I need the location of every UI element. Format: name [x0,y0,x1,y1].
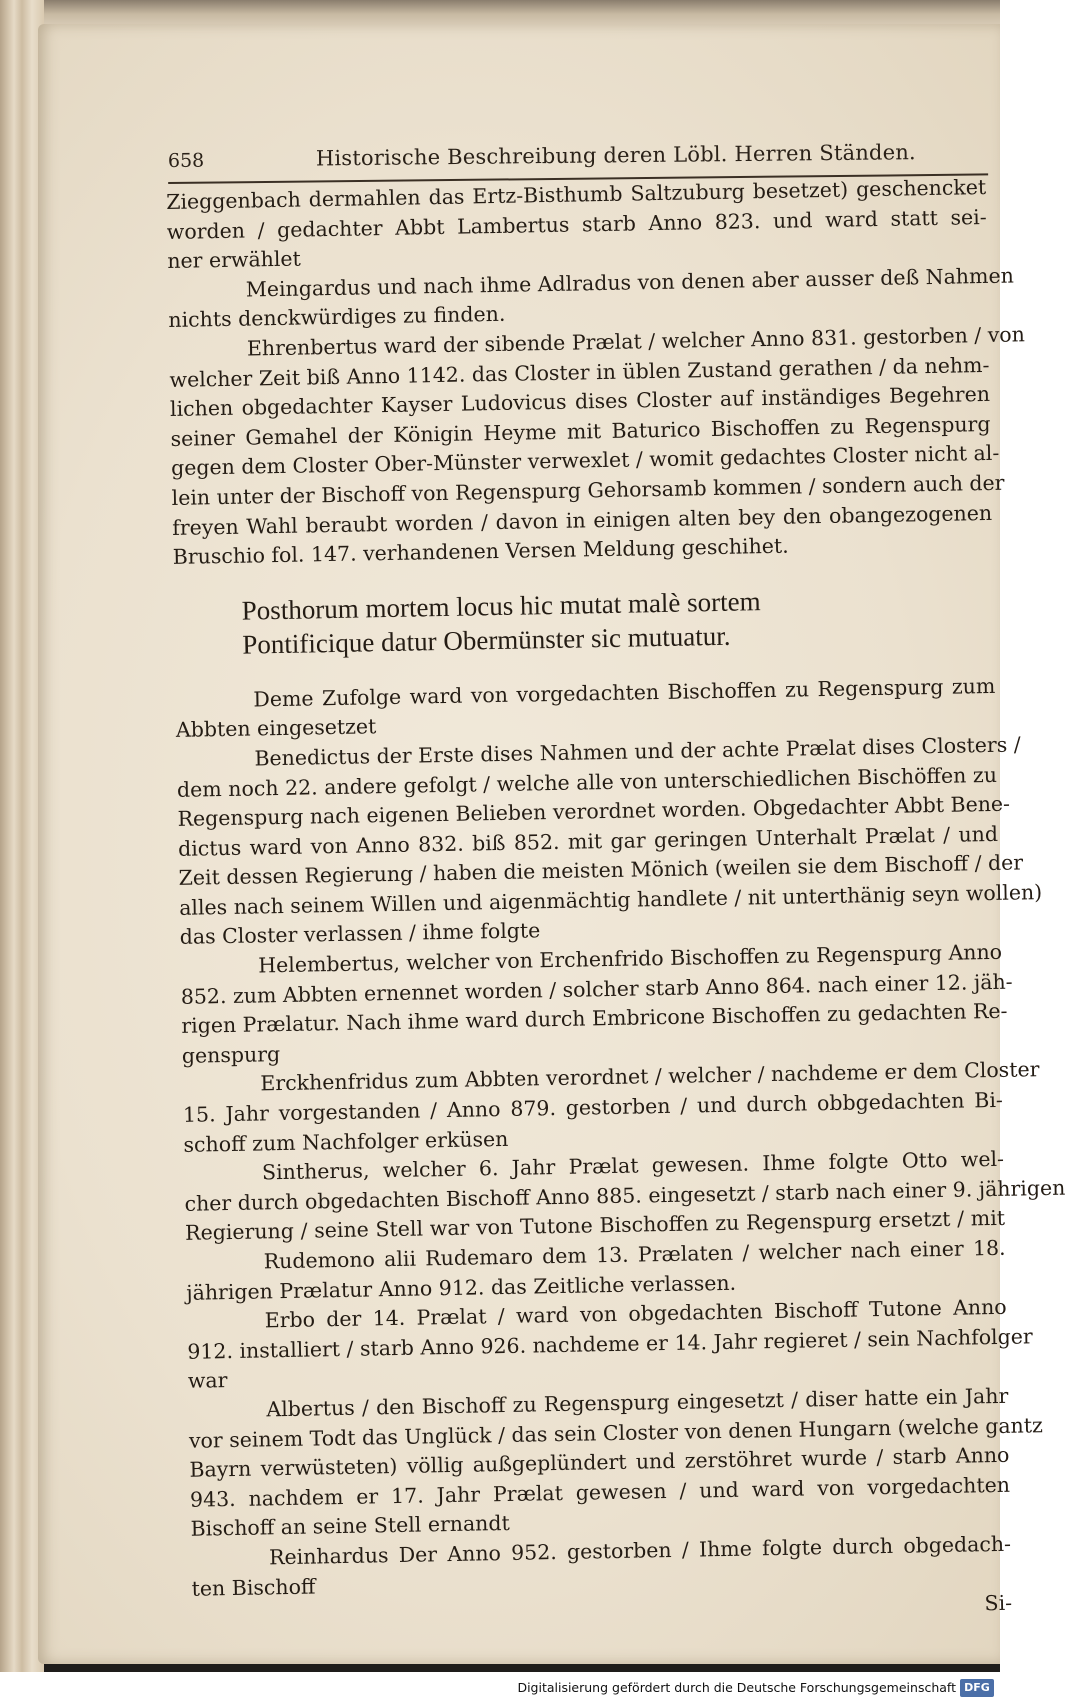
text-line: vor seinem Todt das Unglück / das sein Closter von denen Hungarn (welche gantz [188,1412,1044,1453]
text-line: Zeit dessen Regierung / haben die meisten Mönich (weilen sie dem Bischoff / der [178,850,1024,891]
body-text [166,173,1066,1634]
text-line: Meingardus und nach ihme Adlradus von denen aber ausser deß Nahmen [245,263,1014,302]
text-line: freyen Wahl beraubt worden / davon in einigen alten bey den obangezogenen [172,500,993,540]
text-line: Reinhardus Der Anno 952. gestorben / Ihme folgte durch obgedach- [268,1531,1012,1570]
text-line: Bischoff an seine Stell ernandt [190,1511,510,1542]
text-line: jährigen Prælatur Anno 912. das Zeitliche verlassen. [186,1270,737,1305]
page-number: 658 [167,149,205,172]
text-line: Abbten eingesetzet [175,714,377,743]
paragraph [166,173,987,277]
dfg-logo: DFG [960,1679,994,1697]
paragraph [180,938,1013,1071]
text-line: war [187,1368,228,1394]
catchword: Si- [984,1590,1013,1616]
text-line: 943. nachdem er 17. Jahr Prælat gewesen / und ward von vorgedachten [189,1472,1011,1512]
paragraph [176,731,1043,953]
text-line: lein unter der Bischoff von Regenspurg Gehorsamb kommen / sondern auch der [171,470,1005,510]
text-line: Albertus / den Bischoff zu Regenspurg eingesetzt / diser hatte ein Jahr [266,1383,1009,1422]
paragraph [169,321,1026,573]
funding-credit: Digitalisierung gefördert durch die Deutsche Forschungsgemeinschaft [517,1680,956,1695]
text-line: seiner Gemahel der Königin Heyme mit Baturico Bischoffen zu Regenspurg [170,411,991,451]
text-line: Erbo der 14. Prælat / ward von obgedachten Bischoff Tutone Anno [264,1294,1007,1333]
paragraph [182,1056,1040,1160]
paragraph [188,1382,1044,1545]
text-line: nichts denckwürdiges zu finden. [168,302,506,333]
text-line: lichen obgedachter Kayser Ludovicus dises Closter auf inständiges Begehren [169,382,991,422]
text-line: Regenspurg nach eigenen Belieben verordnet worden. Obgedachter Abbt Bene- [177,791,1011,831]
text-line: welcher Zeit biß Anno 1142. das Closter in üblen Zustand gerathen / da nehm- [169,352,990,392]
text-line: genspurg [181,1041,281,1068]
text-line: cher durch obgedachten Bischoff Anno 885. eingesetzt / starb nach einer 9. jährigen [184,1175,1066,1216]
text-line: Deme Zufolge ward von vorgedachten Bischoffen zu Regenspurg zum [253,673,996,712]
verse-line: Pontificique datur Obermünster sic mutuatur. [242,620,731,660]
text-line: 15. Jahr vorgestanden / Anno 879. gestorben / und durch obbgedachten Bi- [182,1087,1004,1127]
text-line: rigen Prælatur. Nach ihme ward durch Embricone Bischoffen zu gedachten Re- [181,998,1008,1039]
paragraph [184,1145,1066,1249]
verse-line: Posthorum mortem locus hic mutat malè sortem [241,585,761,626]
text-line: dictus ward von Anno 832. biß 852. mit gar geringen Unterhalt Prælat / und [177,821,999,861]
digitization-footer [0,1672,1000,1705]
text-line: ten Bischoff [191,1574,316,1601]
text-line: 912. installiert / starb Anno 926. nachdeme er 14. Jahr regieret / sein Nachfolger [187,1324,1033,1364]
text-line: Bruschio fol. 147. verhandenen Versen Meldung geschihet. [172,533,789,570]
text-line: Zieggenbach dermahlen das Ertz-Bisthumb Saltzuburg besetzet) geschencket [166,174,987,214]
running-title: Historische Beschreibung deren Löbl. Herren Ständen. [315,140,916,171]
text-line: worden / gedachter Abbt Lambertus starb Anno 823. und ward statt sei- [166,204,987,244]
text-line: 852. zum Abbten ernennet worden / solcher starb Anno 864. nach einer 12. jäh- [180,969,1013,1009]
text-line: Sintherus, welcher 6. Jahr Prælat gewesen. Ihme folgte Otto wel- [261,1147,1005,1185]
text-line: schoff zum Nachfolger erküsen [183,1126,509,1157]
text-line: das Closter verlassen / ihme folgte [179,918,541,950]
text-line: Benedictus der Erste dises Nahmen und der achte Prælat dises Closters / [254,732,1021,771]
text-line: Helembertus, welcher von Erchenfrido Bischoffen zu Regenspurg Anno [258,939,1003,978]
text-line: Ehrenbertus ward der sibende Prælat / welcher Anno 831. gestorben / von [246,322,1026,361]
text-line: Regierung / seine Stell war von Tutone Bischoffen zu Regenspurg ersetzt / mit [184,1206,1006,1246]
text-line: alles nach seinem Willen und aigenmächtig handlete / nit unterthänig seyn wollen) [178,879,1043,920]
text-line: Rudemono alii Rudemaro dem 13. Prælaten / welcher nach einer 18. [263,1235,1006,1274]
text-line: Bayrn verwüsteten) völlig außgeplündert und zerstöhret wurde / starb Anno [189,1442,1010,1482]
text-line: ner erwählet [167,246,302,274]
text-line: dem noch 22. andere gefolgt / welche alle von unterschiedlichen Bischöffen zu [176,762,998,802]
latin-verse [173,580,994,663]
text-line: gegen dem Closter Ober-Münster verwexlet / womit gedachtes Closter nicht al- [170,441,1000,481]
text-line: Erckhenfridus zum Abbten verordnet / welcher / nachdeme er dem Closter [260,1057,1040,1096]
paragraph [187,1293,1033,1397]
